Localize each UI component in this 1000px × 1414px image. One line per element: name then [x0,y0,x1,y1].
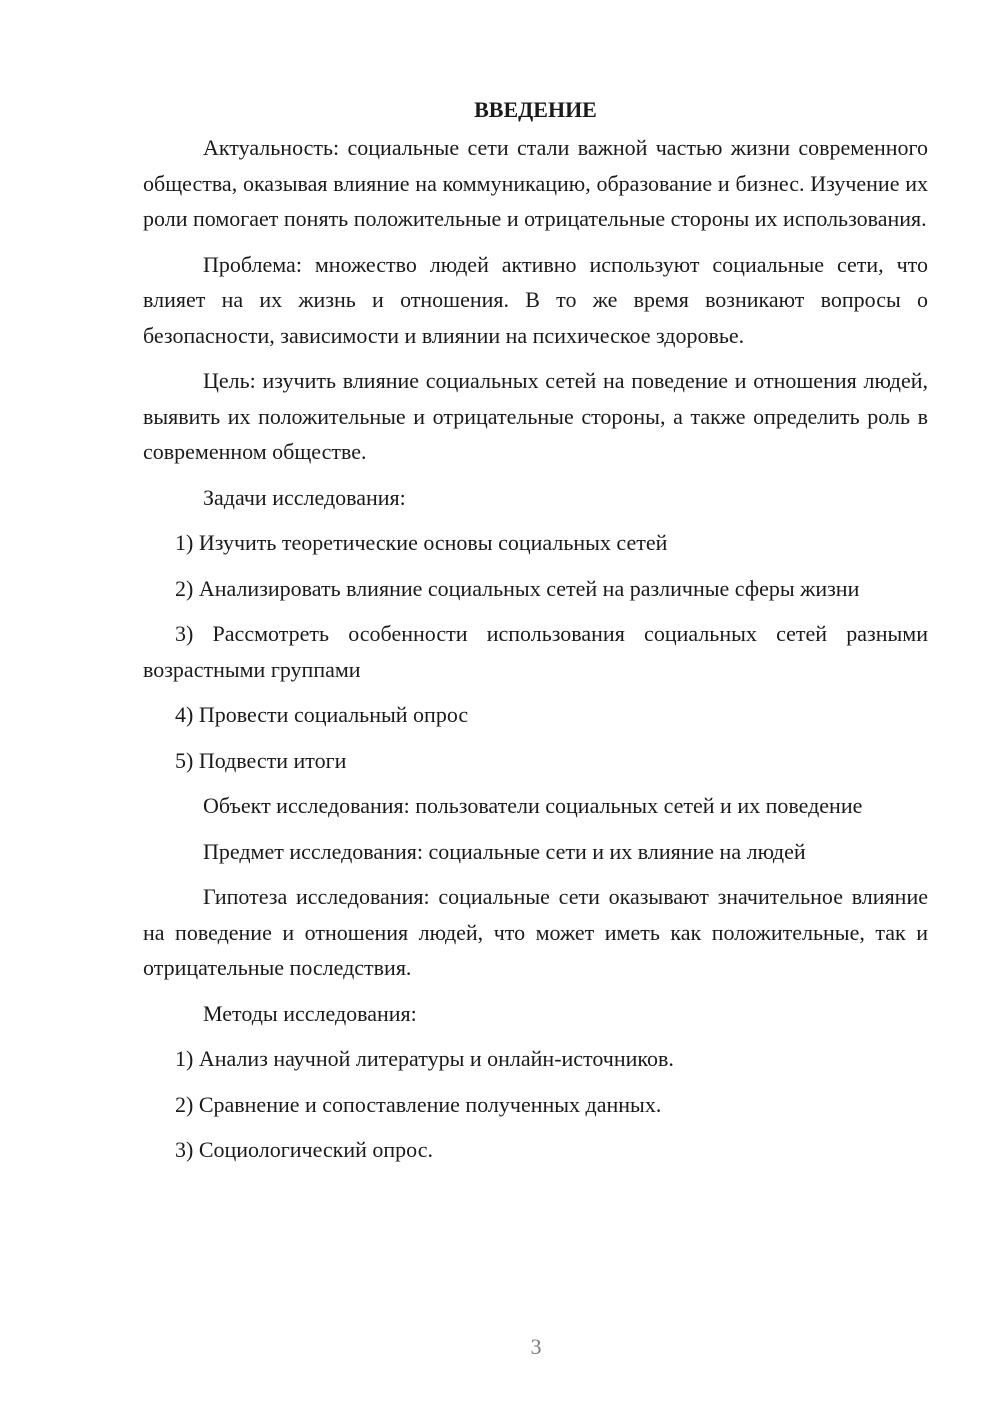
method-item: 2) Сравнение и сопоставление полученных данных. [175,1091,662,1117]
task-item: 1) Изучить теоретические основы социальных сетей [175,530,668,555]
section-title: ВВЕДЕНИЕ [474,97,597,122]
paragraph-object: Объект исследования: пользователи социальных сетей и их поведение [203,793,863,818]
paragraph-subject: Предмет исследования: социальные сети и их влияние на людей [203,838,806,864]
paragraph-relevance: Актуальность: социальные сети стали важной частью жизни современного общества, оказывая влияние на коммуникацию, образование и бизнес. Изучение их роли помогает понять положительные и отрицательные стороны их использования. [143,135,928,231]
method-item: 1) Анализ научной литературы и онлайн-источников. [175,1046,674,1071]
task-item: 3) Рассмотреть особенности использования социальных сетей разными возрастными группами [143,621,928,682]
paragraph-problem: Проблема: множество людей активно используют социальные сети, что влияет на их жизнь и отношения. В то же время возникают вопросы о безопасности, зависимости и влиянии на психическое здоровье. [143,251,928,348]
method-item: 3) Социологический опрос. [175,1137,433,1162]
paragraph-hypothesis: Гипотеза исследования: социальные сети оказывают значительное влияние на поведение и отношения людей, что может иметь как положительные, так и отрицательные последствия. [143,884,928,980]
document-page [143,92,928,1178]
methods-heading: Методы исследования: [203,1000,417,1026]
paragraph-goal: Цель: изучить влияние социальных сетей на поведение и отношения людей, выявить их положительные и отрицательные стороны, а также определить роль в современном обществе. [143,368,928,464]
task-item: 2) Анализировать влияние социальных сетей на различные сферы жизни [175,575,860,601]
task-item: 4) Провести социальный опрос [175,702,469,727]
tasks-heading: Задачи исследования: [203,484,406,510]
page-number: 3 [530,1334,542,1359]
task-item: 5) Подвести итоги [175,747,347,773]
